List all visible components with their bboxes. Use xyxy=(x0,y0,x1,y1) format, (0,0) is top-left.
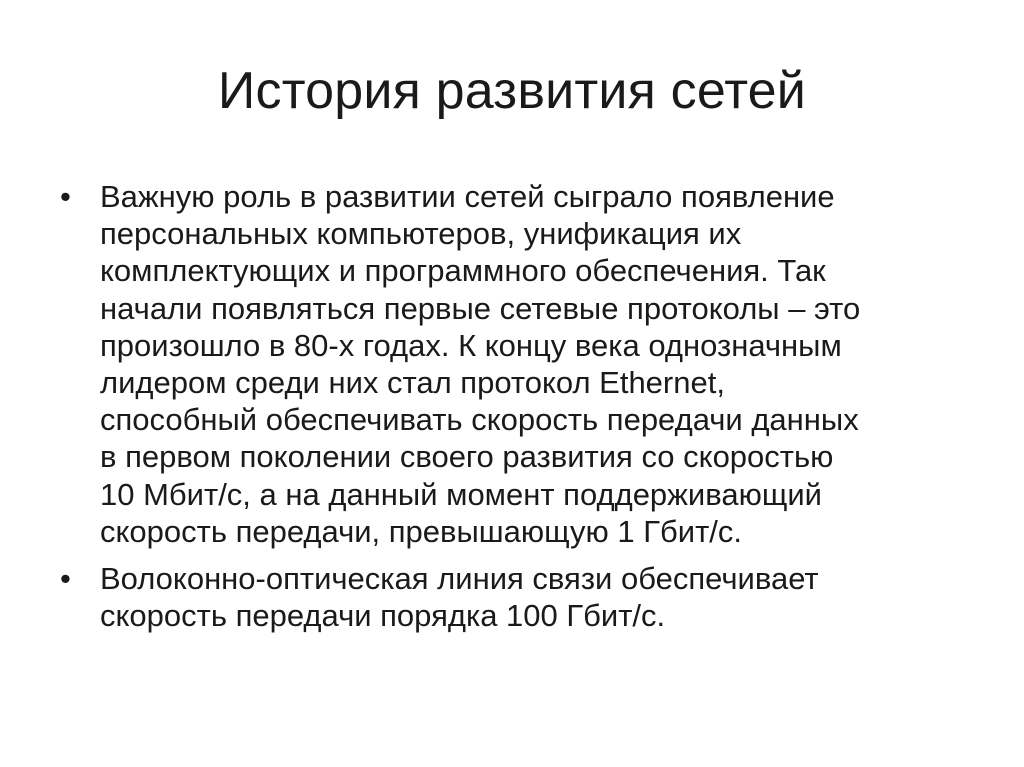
bullet-icon: • xyxy=(60,179,71,214)
slide-title: История развития сетей xyxy=(217,62,807,120)
bullet-item xyxy=(60,178,980,550)
bullet-text-line: начали появляться первые сетевые протоколы – это xyxy=(100,290,861,326)
bullet-text-line: Важную роль в развитии сетей сыграло появление xyxy=(100,179,835,214)
bullet-text-line: комплектующих и программного обеспечения. Так xyxy=(100,253,826,289)
bullet-text-line: 10 Мбит/с, а на данный момент поддерживающий xyxy=(100,476,822,512)
bullet-text-line: скорость передачи порядка 100 Гбит/с. xyxy=(100,598,666,634)
bullet-text-line: лидером среди них стал протокол Ethernet, xyxy=(100,364,725,400)
bullet-text-line: скорость передачи, превышающую 1 Гбит/с. xyxy=(100,513,742,549)
bullet-icon: • xyxy=(60,560,71,596)
bullet-text-line: в первом поколении своего развития со скоростью xyxy=(100,439,834,475)
bullet-text-line: способный обеспечивать скорость передачи данных xyxy=(100,402,859,438)
bullet-item xyxy=(60,560,980,634)
bullet-text-line: персональных компьютеров, унификация их xyxy=(100,216,742,252)
bullet-text-line: произошло в 80-х годах. К концу века однозначным xyxy=(100,327,842,363)
bullet-text-line: Волоконно-оптическая линия связи обеспечивает xyxy=(100,560,819,596)
bullet-list xyxy=(60,178,980,644)
